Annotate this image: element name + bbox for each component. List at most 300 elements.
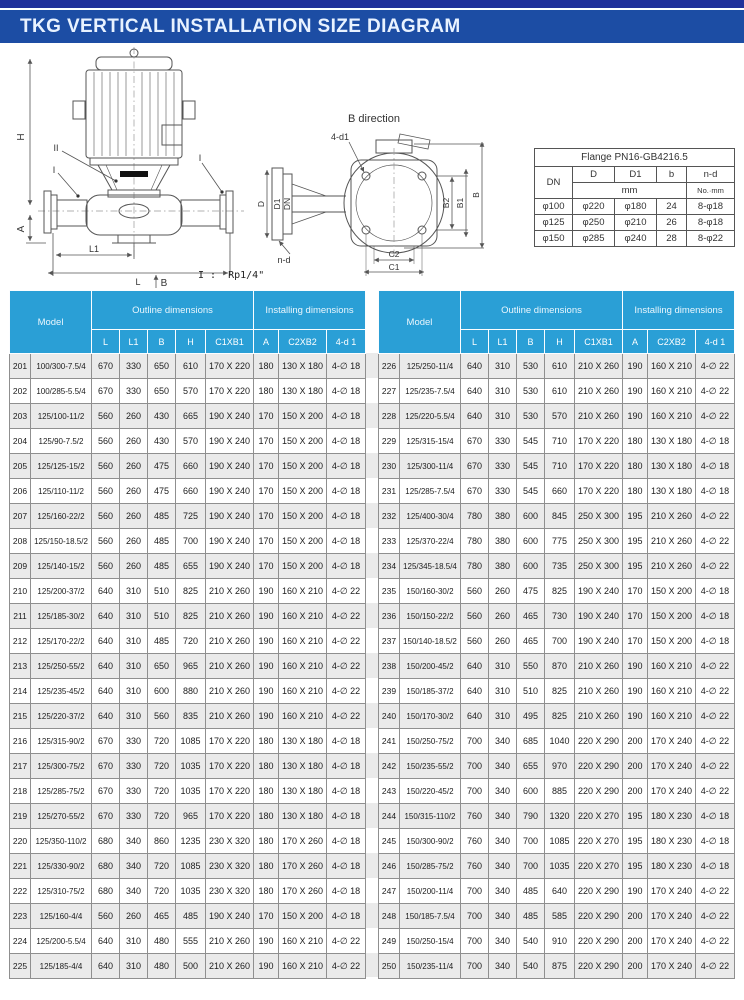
cell-model: 100/300-7.5/4 [31, 354, 92, 379]
cell-h: 970 [544, 754, 574, 779]
cell-l: 560 [460, 604, 488, 629]
cell-c2xb2: 170 X 240 [647, 904, 695, 929]
flange-cell: 8-φ18 [687, 215, 735, 231]
cell-b: 480 [148, 929, 176, 954]
cell-a: 180 [254, 379, 279, 404]
cell-b: 540 [516, 954, 544, 979]
flange-cell: φ150 [535, 231, 573, 247]
table-row [378, 654, 734, 679]
dim-a-label: A [16, 225, 27, 233]
cell-b: 720 [148, 854, 176, 879]
flange-table-row [535, 231, 735, 247]
cell-c2xb2: 150 X 200 [279, 454, 327, 479]
cell-l: 700 [460, 779, 488, 804]
cell-4d1: 4-∅ 22 [695, 554, 734, 579]
cell-h: 825 [544, 704, 574, 729]
cell-c1xb1: 190 X 240 [206, 529, 254, 554]
cell-4d1: 4-∅ 18 [327, 404, 366, 429]
cell-c1xb1: 210 X 260 [206, 954, 254, 979]
cell-h: 1085 [176, 729, 206, 754]
diagram-area [0, 45, 744, 290]
cell-model-number: 214 [10, 679, 31, 704]
label-dn: DN [282, 197, 292, 211]
cell-4d1: 4-∅ 22 [695, 954, 734, 979]
cell-a: 180 [254, 804, 279, 829]
header-col-c1xb1: C1XB1 [206, 330, 254, 354]
cell-l: 780 [460, 529, 488, 554]
flange-cell: 24 [657, 199, 687, 215]
cell-4d1: 4-∅ 18 [327, 504, 366, 529]
cell-model: 125/90-7.5/2 [31, 429, 92, 454]
cell-model-number: 243 [378, 779, 399, 804]
cell-h: 1320 [544, 804, 574, 829]
cell-a: 200 [622, 754, 647, 779]
cell-b: 790 [516, 804, 544, 829]
cell-c2xb2: 170 X 240 [647, 954, 695, 979]
label-c2: C2 [388, 249, 400, 259]
cell-b: 530 [516, 379, 544, 404]
header-col-a: A [622, 330, 647, 354]
table-row [378, 754, 734, 779]
table-row [10, 529, 366, 554]
table-row [378, 804, 734, 829]
header-col-h: H [176, 330, 206, 354]
table-row [378, 629, 734, 654]
table-row [10, 479, 366, 504]
cell-a: 170 [254, 529, 279, 554]
cell-a: 180 [254, 354, 279, 379]
table-gap [366, 290, 378, 979]
cell-model-number: 226 [378, 354, 399, 379]
cell-4d1: 4-∅ 22 [695, 354, 734, 379]
cell-c2xb2: 130 X 180 [279, 754, 327, 779]
cell-model-number: 210 [10, 579, 31, 604]
cell-4d1: 4-∅ 22 [695, 904, 734, 929]
cell-a: 190 [254, 604, 279, 629]
cell-model: 125/310-75/2 [31, 879, 92, 904]
cell-l: 640 [460, 679, 488, 704]
dimension-tables [9, 290, 735, 979]
cell-model: 125/220-37/2 [31, 704, 92, 729]
cell-model: 125/125-15/2 [31, 454, 92, 479]
cell-c2xb2: 210 X 260 [647, 504, 695, 529]
cell-c2xb2: 160 X 210 [279, 579, 327, 604]
cell-c1xb1: 170 X 220 [206, 379, 254, 404]
cell-model-number: 231 [378, 479, 399, 504]
header-installing-dimensions: Installing dimensions [622, 291, 734, 330]
cell-4d1: 4-∅ 18 [695, 804, 734, 829]
cell-h: 570 [176, 379, 206, 404]
flange-cell: φ240 [615, 231, 657, 247]
cell-l1: 330 [120, 729, 148, 754]
cell-b: 545 [516, 454, 544, 479]
flange-cell: 28 [657, 231, 687, 247]
table-row [378, 904, 734, 929]
flange-unit-nd: No.·mm [687, 183, 735, 199]
cell-c2xb2: 130 X 180 [647, 429, 695, 454]
flange-cell: 8-φ22 [687, 231, 735, 247]
cell-h: 845 [544, 504, 574, 529]
cell-b: 650 [148, 379, 176, 404]
cell-c1xb1: 210 X 260 [574, 704, 622, 729]
cell-c1xb1: 210 X 260 [574, 679, 622, 704]
cell-c2xb2: 160 X 210 [279, 604, 327, 629]
cell-4d1: 4-∅ 18 [695, 854, 734, 879]
cell-4d1: 4-∅ 18 [695, 479, 734, 504]
cell-a: 170 [622, 629, 647, 654]
cell-c2xb2: 150 X 200 [279, 554, 327, 579]
cell-b: 485 [516, 904, 544, 929]
cell-b: 650 [148, 654, 176, 679]
cell-l: 640 [92, 579, 120, 604]
cell-c2xb2: 160 X 210 [279, 679, 327, 704]
cell-h: 500 [176, 954, 206, 979]
cell-b: 480 [148, 954, 176, 979]
cell-4d1: 4-∅ 22 [695, 729, 734, 754]
cell-h: 1035 [176, 779, 206, 804]
cell-h: 875 [544, 954, 574, 979]
cell-c2xb2: 160 X 210 [647, 404, 695, 429]
cell-h: 660 [176, 454, 206, 479]
cell-model-number: 206 [10, 479, 31, 504]
cell-model-number: 228 [378, 404, 399, 429]
cell-b: 600 [516, 529, 544, 554]
cell-c2xb2: 150 X 200 [647, 629, 695, 654]
cell-l: 640 [92, 954, 120, 979]
cell-model-number: 207 [10, 504, 31, 529]
cell-c2xb2: 160 X 210 [647, 654, 695, 679]
cell-a: 195 [622, 854, 647, 879]
cell-model-number: 212 [10, 629, 31, 654]
cell-h: 880 [176, 679, 206, 704]
cell-c1xb1: 220 X 290 [574, 779, 622, 804]
cell-c1xb1: 220 X 290 [574, 904, 622, 929]
cell-l: 560 [92, 479, 120, 504]
cell-b: 495 [516, 704, 544, 729]
cell-l1: 340 [120, 829, 148, 854]
cell-b: 720 [148, 804, 176, 829]
cell-b: 720 [148, 879, 176, 904]
flange-cell: φ180 [615, 199, 657, 215]
cell-a: 180 [622, 479, 647, 504]
cell-model: 100/285-5.5/4 [31, 379, 92, 404]
cell-model-number: 225 [10, 954, 31, 979]
cell-a: 200 [622, 929, 647, 954]
cell-4d1: 4-∅ 18 [327, 904, 366, 929]
cell-a: 200 [622, 954, 647, 979]
table-row [378, 604, 734, 629]
cell-4d1: 4-∅ 18 [695, 829, 734, 854]
cell-4d1: 4-∅ 18 [327, 454, 366, 479]
cell-b: 485 [148, 554, 176, 579]
cell-l: 680 [92, 829, 120, 854]
cell-a: 190 [622, 379, 647, 404]
cell-4d1: 4-∅ 22 [327, 704, 366, 729]
cell-model-number: 224 [10, 929, 31, 954]
cell-l1: 260 [488, 604, 516, 629]
table-row [378, 504, 734, 529]
cell-c1xb1: 190 X 240 [206, 504, 254, 529]
page-title: TKG VERTICAL INSTALLATION SIZE DIAGRAM [0, 10, 744, 43]
cell-h: 825 [176, 604, 206, 629]
b-view-title: B direction [348, 113, 400, 125]
table-row [10, 904, 366, 929]
cell-model: 125/350-110/2 [31, 829, 92, 854]
cell-a: 170 [254, 554, 279, 579]
cell-model-number: 234 [378, 554, 399, 579]
cell-l1: 340 [488, 804, 516, 829]
table-row [378, 379, 734, 404]
table-row [10, 404, 366, 429]
table-row [378, 354, 734, 379]
cell-model: 150/235-55/2 [399, 754, 460, 779]
header-outline-dimensions: Outline dimensions [460, 291, 622, 330]
cell-l: 700 [460, 879, 488, 904]
cell-h: 965 [176, 804, 206, 829]
table-row [10, 604, 366, 629]
cell-model: 150/315-110/2 [399, 804, 460, 829]
cell-model: 150/235-11/4 [399, 954, 460, 979]
cell-l: 700 [460, 904, 488, 929]
table-row [10, 579, 366, 604]
table-row [378, 404, 734, 429]
cell-model-number: 218 [10, 779, 31, 804]
cell-a: 170 [254, 404, 279, 429]
cell-l1: 310 [488, 404, 516, 429]
pump-b-direction-diagram [254, 100, 504, 285]
table-row [10, 954, 366, 979]
cell-h: 610 [176, 354, 206, 379]
cell-l: 640 [92, 604, 120, 629]
cell-model-number: 220 [10, 829, 31, 854]
cell-h: 610 [544, 379, 574, 404]
cell-c1xb1: 230 X 320 [206, 879, 254, 904]
cell-c1xb1: 210 X 260 [574, 379, 622, 404]
cell-model-number: 242 [378, 754, 399, 779]
cell-b: 465 [148, 904, 176, 929]
cell-model: 125/300-11/4 [399, 454, 460, 479]
cell-h: 700 [176, 529, 206, 554]
cell-c2xb2: 170 X 260 [279, 854, 327, 879]
cell-b: 700 [516, 829, 544, 854]
table-row [378, 579, 734, 604]
cell-h: 640 [544, 879, 574, 904]
cell-l1: 310 [120, 654, 148, 679]
cell-a: 195 [622, 829, 647, 854]
table-row [378, 454, 734, 479]
cell-model: 125/185-30/2 [31, 604, 92, 629]
label-b2: B2 [441, 197, 451, 209]
cell-4d1: 4-∅ 18 [695, 629, 734, 654]
cell-model: 125/285-7.5/4 [399, 479, 460, 504]
cell-h: 570 [176, 429, 206, 454]
cell-l1: 340 [488, 729, 516, 754]
cell-h: 665 [176, 404, 206, 429]
cell-c1xb1: 210 X 260 [206, 929, 254, 954]
cell-l: 560 [92, 404, 120, 429]
label-c1: C1 [388, 262, 400, 272]
table-row [10, 879, 366, 904]
cell-c2xb2: 160 X 210 [647, 379, 695, 404]
cell-h: 655 [176, 554, 206, 579]
cell-b: 600 [148, 679, 176, 704]
cell-b: 475 [516, 579, 544, 604]
table-row [10, 429, 366, 454]
cell-c2xb2: 160 X 210 [647, 679, 695, 704]
table-row [378, 479, 734, 504]
cell-b: 560 [148, 704, 176, 729]
cell-c2xb2: 170 X 260 [279, 829, 327, 854]
cell-a: 190 [254, 704, 279, 729]
cell-l: 560 [92, 554, 120, 579]
cell-l: 760 [460, 829, 488, 854]
dimension-lines [267, 142, 484, 276]
cell-model-number: 215 [10, 704, 31, 729]
table-row [378, 554, 734, 579]
cell-c2xb2: 170 X 240 [647, 879, 695, 904]
cell-4d1: 4-∅ 22 [327, 604, 366, 629]
cell-model-number: 229 [378, 429, 399, 454]
cell-model-number: 237 [378, 629, 399, 654]
cell-a: 195 [622, 804, 647, 829]
thread-note-line: I : Rp1/4" [198, 270, 265, 281]
cell-c1xb1: 190 X 240 [574, 604, 622, 629]
cell-l: 680 [92, 854, 120, 879]
cell-c2xb2: 130 X 180 [279, 729, 327, 754]
cell-model: 150/150-22/2 [399, 604, 460, 629]
table-row [10, 729, 366, 754]
cell-c1xb1: 220 X 290 [574, 729, 622, 754]
cell-l1: 330 [488, 429, 516, 454]
cell-model: 125/270-55/2 [31, 804, 92, 829]
dimension-table-left [9, 290, 366, 979]
cell-l: 700 [460, 729, 488, 754]
cell-c2xb2: 150 X 200 [647, 579, 695, 604]
cell-4d1: 4-∅ 18 [327, 879, 366, 904]
cell-4d1: 4-∅ 22 [695, 504, 734, 529]
cell-h: 585 [544, 904, 574, 929]
cell-c2xb2: 150 X 200 [279, 904, 327, 929]
cell-model: 125/345-18.5/4 [399, 554, 460, 579]
cell-c2xb2: 170 X 240 [647, 779, 695, 804]
cell-c2xb2: 150 X 200 [279, 504, 327, 529]
table-row [10, 629, 366, 654]
header-installing-dimensions: Installing dimensions [254, 291, 366, 330]
cell-h: 835 [176, 704, 206, 729]
cell-a: 190 [622, 679, 647, 704]
cell-l1: 260 [488, 629, 516, 654]
header-col-b: B [148, 330, 176, 354]
cell-a: 190 [254, 654, 279, 679]
cell-model: 150/160-30/2 [399, 579, 460, 604]
cell-h: 720 [176, 629, 206, 654]
table-row [10, 829, 366, 854]
cell-4d1: 4-∅ 18 [695, 429, 734, 454]
cell-b: 655 [516, 754, 544, 779]
cell-l1: 340 [488, 754, 516, 779]
cell-4d1: 4-∅ 18 [695, 454, 734, 479]
cell-b: 540 [516, 929, 544, 954]
cell-l: 670 [460, 454, 488, 479]
cell-c1xb1: 210 X 260 [574, 654, 622, 679]
cell-model: 150/200-11/4 [399, 879, 460, 904]
port-i-right-label: I [198, 153, 202, 163]
cell-a: 190 [254, 954, 279, 979]
cell-4d1: 4-∅ 18 [327, 754, 366, 779]
cell-4d1: 4-∅ 22 [327, 954, 366, 979]
cell-l1: 340 [488, 954, 516, 979]
cell-4d1: 4-∅ 22 [695, 704, 734, 729]
cell-b: 650 [148, 354, 176, 379]
cell-l1: 310 [120, 679, 148, 704]
cell-model-number: 232 [378, 504, 399, 529]
cell-l: 640 [92, 929, 120, 954]
table-row [10, 654, 366, 679]
cell-model: 150/250-75/2 [399, 729, 460, 754]
cell-4d1: 4-∅ 22 [327, 629, 366, 654]
cell-model: 150/185-37/2 [399, 679, 460, 704]
port-ii-label: II [53, 143, 59, 153]
cell-c1xb1: 210 X 260 [206, 629, 254, 654]
cell-c2xb2: 180 X 230 [647, 804, 695, 829]
cell-c1xb1: 210 X 260 [574, 404, 622, 429]
cell-model-number: 213 [10, 654, 31, 679]
cell-l1: 380 [488, 504, 516, 529]
cell-b: 475 [148, 479, 176, 504]
cell-b: 600 [516, 504, 544, 529]
cell-model: 125/250-11/4 [399, 354, 460, 379]
table-row [10, 779, 366, 804]
cell-l1: 260 [120, 479, 148, 504]
cell-model: 125/160-4/4 [31, 904, 92, 929]
cell-l1: 260 [120, 429, 148, 454]
cell-4d1: 4-∅ 22 [695, 404, 734, 429]
cell-model-number: 223 [10, 904, 31, 929]
cell-4d1: 4-∅ 22 [327, 679, 366, 704]
cell-4d1: 4-∅ 22 [695, 879, 734, 904]
cell-l1: 340 [488, 829, 516, 854]
cell-l: 640 [92, 679, 120, 704]
cell-l: 760 [460, 854, 488, 879]
cell-l1: 310 [488, 379, 516, 404]
cell-4d1: 4-∅ 22 [327, 929, 366, 954]
cell-4d1: 4-∅ 22 [695, 754, 734, 779]
cell-model-number: 202 [10, 379, 31, 404]
cell-b: 600 [516, 779, 544, 804]
cell-model-number: 244 [378, 804, 399, 829]
cell-a: 195 [622, 504, 647, 529]
cell-l: 640 [460, 704, 488, 729]
cell-4d1: 4-∅ 18 [695, 604, 734, 629]
cell-l1: 310 [120, 629, 148, 654]
cell-c1xb1: 170 X 220 [206, 754, 254, 779]
pump-outline [44, 165, 233, 243]
cell-l1: 310 [488, 704, 516, 729]
header-col-c2xb2: C2XB2 [279, 330, 327, 354]
port-i-left-label: I [52, 165, 56, 175]
cell-b: 465 [516, 629, 544, 654]
dim-b-label: B [160, 278, 168, 289]
cell-l: 670 [460, 479, 488, 504]
cell-model: 150/285-75/2 [399, 854, 460, 879]
flange-col-nd: n-d [687, 167, 735, 183]
header-col-4d1: 4-d 1 [327, 330, 366, 354]
cell-model-number: 219 [10, 804, 31, 829]
cell-model: 150/250-15/4 [399, 929, 460, 954]
cell-c2xb2: 130 X 180 [647, 479, 695, 504]
cell-model-number: 246 [378, 854, 399, 879]
cell-model-number: 201 [10, 354, 31, 379]
